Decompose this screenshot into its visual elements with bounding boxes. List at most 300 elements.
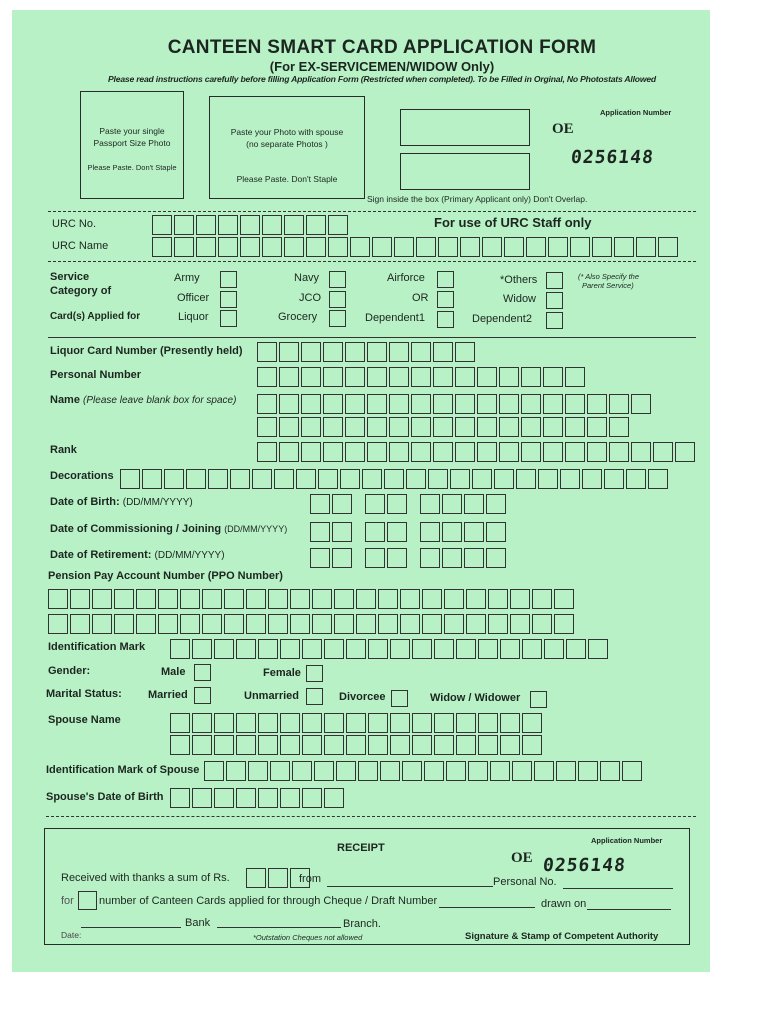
spouse-name-boxes-row-2[interactable] [170, 735, 544, 755]
entry-box[interactable] [544, 639, 564, 659]
entry-box[interactable] [538, 469, 558, 489]
entry-box[interactable] [422, 589, 442, 609]
entry-box[interactable] [522, 735, 542, 755]
entry-box[interactable] [556, 761, 576, 781]
entry-box[interactable] [631, 394, 651, 414]
entry-box[interactable] [257, 442, 277, 462]
entry-box[interactable] [246, 868, 266, 888]
entry-box[interactable] [390, 639, 410, 659]
entry-box[interactable] [196, 215, 216, 235]
entry-box[interactable] [368, 639, 388, 659]
drawn-on-line[interactable] [587, 909, 671, 910]
entry-box[interactable] [478, 639, 498, 659]
entry-box[interactable] [456, 713, 476, 733]
entry-box[interactable] [208, 469, 228, 489]
entry-box[interactable] [378, 589, 398, 609]
entry-box[interactable] [290, 614, 310, 634]
entry-box[interactable] [609, 394, 629, 414]
entry-box[interactable] [170, 639, 190, 659]
entry-box[interactable] [486, 494, 506, 514]
entry-box[interactable] [310, 548, 330, 568]
entry-box[interactable] [336, 761, 356, 781]
entry-box[interactable] [324, 735, 344, 755]
spouse-dob-boxes[interactable] [170, 788, 346, 808]
name-boxes-row-2[interactable] [257, 417, 631, 437]
entry-box[interactable] [158, 589, 178, 609]
entry-box[interactable] [340, 469, 360, 489]
entry-box[interactable] [389, 442, 409, 462]
entry-box[interactable] [543, 417, 563, 437]
entry-box[interactable] [214, 788, 234, 808]
entry-box[interactable] [412, 713, 432, 733]
entry-box[interactable] [368, 735, 388, 755]
personal-number-boxes[interactable] [257, 367, 587, 387]
entry-box[interactable] [631, 442, 651, 462]
entry-box[interactable] [402, 761, 422, 781]
entry-box[interactable] [224, 614, 244, 634]
entry-box[interactable] [609, 442, 629, 462]
entry-box[interactable] [218, 215, 238, 235]
entry-box[interactable] [464, 522, 484, 542]
airforce-checkbox[interactable] [437, 271, 454, 288]
entry-box[interactable] [424, 761, 444, 781]
entry-box[interactable] [411, 394, 431, 414]
entry-box[interactable] [346, 735, 366, 755]
entry-box[interactable] [318, 469, 338, 489]
entry-box[interactable] [566, 639, 586, 659]
entry-box[interactable] [268, 614, 288, 634]
cards-count-box[interactable] [78, 891, 97, 910]
entry-box[interactable] [224, 589, 244, 609]
entry-box[interactable] [434, 735, 454, 755]
entry-box[interactable] [314, 761, 334, 781]
entry-box[interactable] [296, 469, 316, 489]
entry-box[interactable] [280, 788, 300, 808]
entry-box[interactable] [477, 394, 497, 414]
entry-box[interactable] [444, 589, 464, 609]
entry-box[interactable] [367, 442, 387, 462]
entry-box[interactable] [323, 442, 343, 462]
entry-box[interactable] [323, 417, 343, 437]
entry-box[interactable] [284, 237, 304, 257]
entry-box[interactable] [420, 522, 440, 542]
entry-box[interactable] [252, 469, 272, 489]
entry-box[interactable] [433, 367, 453, 387]
entry-box[interactable] [323, 394, 343, 414]
entry-box[interactable] [588, 639, 608, 659]
divorcee-checkbox[interactable] [391, 690, 408, 707]
entry-box[interactable] [442, 548, 462, 568]
entry-box[interactable] [345, 417, 365, 437]
entry-box[interactable] [142, 469, 162, 489]
entry-box[interactable] [565, 394, 585, 414]
entry-box[interactable] [412, 639, 432, 659]
ppo-boxes-row-1[interactable] [48, 589, 576, 609]
entry-box[interactable] [258, 713, 278, 733]
entry-box[interactable] [312, 589, 332, 609]
entry-box[interactable] [522, 713, 542, 733]
doc-month-boxes[interactable] [365, 522, 409, 542]
male-checkbox[interactable] [194, 664, 211, 681]
entry-box[interactable] [180, 589, 200, 609]
entry-box[interactable] [367, 342, 387, 362]
entry-box[interactable] [246, 614, 266, 634]
entry-box[interactable] [262, 237, 282, 257]
entry-box[interactable] [372, 237, 392, 257]
entry-box[interactable] [604, 469, 624, 489]
from-line[interactable] [327, 886, 493, 887]
entry-box[interactable] [367, 394, 387, 414]
dor-month-boxes[interactable] [365, 548, 409, 568]
entry-box[interactable] [565, 417, 585, 437]
entry-box[interactable] [622, 761, 642, 781]
entry-box[interactable] [214, 735, 234, 755]
entry-box[interactable] [486, 548, 506, 568]
entry-box[interactable] [174, 215, 194, 235]
entry-box[interactable] [192, 639, 212, 659]
entry-box[interactable] [257, 342, 277, 362]
entry-box[interactable] [433, 442, 453, 462]
entry-box[interactable] [170, 735, 190, 755]
entry-box[interactable] [394, 237, 414, 257]
entry-box[interactable] [390, 735, 410, 755]
entry-box[interactable] [114, 589, 134, 609]
widow-widower-checkbox[interactable] [530, 691, 547, 708]
entry-box[interactable] [510, 614, 530, 634]
entry-box[interactable] [324, 639, 344, 659]
entry-box[interactable] [378, 614, 398, 634]
entry-box[interactable] [367, 417, 387, 437]
entry-box[interactable] [302, 713, 322, 733]
entry-box[interactable] [648, 469, 668, 489]
entry-box[interactable] [675, 442, 695, 462]
entry-box[interactable] [433, 417, 453, 437]
entry-box[interactable] [334, 614, 354, 634]
entry-box[interactable] [345, 342, 365, 362]
entry-box[interactable] [365, 494, 385, 514]
entry-box[interactable] [477, 367, 497, 387]
entry-box[interactable] [389, 394, 409, 414]
entry-box[interactable] [310, 494, 330, 514]
entry-box[interactable] [310, 522, 330, 542]
entry-box[interactable] [48, 589, 68, 609]
entry-box[interactable] [346, 713, 366, 733]
doc-year-boxes[interactable] [420, 522, 508, 542]
entry-box[interactable] [262, 215, 282, 235]
entry-box[interactable] [653, 442, 673, 462]
entry-box[interactable] [560, 469, 580, 489]
entry-box[interactable] [433, 394, 453, 414]
entry-box[interactable] [438, 237, 458, 257]
entry-box[interactable] [236, 639, 256, 659]
entry-box[interactable] [390, 713, 410, 733]
entry-box[interactable] [367, 367, 387, 387]
entry-box[interactable] [466, 589, 486, 609]
entry-box[interactable] [328, 237, 348, 257]
entry-box[interactable] [406, 469, 426, 489]
entry-box[interactable] [301, 442, 321, 462]
entry-box[interactable] [358, 761, 378, 781]
entry-box[interactable] [114, 614, 134, 634]
signature-box-1[interactable] [400, 109, 530, 146]
entry-box[interactable] [488, 614, 508, 634]
dependent1-checkbox[interactable] [437, 311, 454, 328]
entry-box[interactable] [345, 394, 365, 414]
entry-box[interactable] [455, 342, 475, 362]
entry-box[interactable] [486, 522, 506, 542]
entry-box[interactable] [368, 713, 388, 733]
entry-box[interactable] [346, 639, 366, 659]
entry-box[interactable] [587, 394, 607, 414]
entry-box[interactable] [365, 548, 385, 568]
entry-box[interactable] [218, 237, 238, 257]
entry-box[interactable] [500, 639, 520, 659]
branch-line[interactable] [217, 927, 341, 928]
entry-box[interactable] [499, 442, 519, 462]
entry-box[interactable] [658, 237, 678, 257]
dor-day-boxes[interactable] [310, 548, 354, 568]
entry-box[interactable] [464, 494, 484, 514]
entry-box[interactable] [152, 215, 172, 235]
entry-box[interactable] [334, 589, 354, 609]
entry-box[interactable] [387, 522, 407, 542]
entry-box[interactable] [70, 614, 90, 634]
id-mark-boxes[interactable] [170, 639, 610, 659]
entry-box[interactable] [350, 237, 370, 257]
entry-box[interactable] [258, 639, 278, 659]
urc-name-boxes[interactable] [152, 237, 680, 257]
personal-no-line[interactable] [563, 888, 673, 889]
officer-checkbox[interactable] [220, 291, 237, 308]
name-boxes-row-1[interactable] [257, 394, 653, 414]
entry-box[interactable] [582, 469, 602, 489]
entry-box[interactable] [411, 417, 431, 437]
entry-box[interactable] [279, 342, 299, 362]
entry-box[interactable] [488, 589, 508, 609]
spouse-name-boxes-row-1[interactable] [170, 713, 544, 733]
entry-box[interactable] [279, 394, 299, 414]
entry-box[interactable] [290, 589, 310, 609]
entry-box[interactable] [587, 442, 607, 462]
dependent2-checkbox[interactable] [546, 312, 563, 329]
entry-box[interactable] [258, 735, 278, 755]
entry-box[interactable] [554, 614, 574, 634]
entry-box[interactable] [214, 639, 234, 659]
entry-box[interactable] [164, 469, 184, 489]
entry-box[interactable] [434, 639, 454, 659]
entry-box[interactable] [236, 788, 256, 808]
entry-box[interactable] [510, 589, 530, 609]
entry-box[interactable] [204, 761, 224, 781]
entry-box[interactable] [332, 494, 352, 514]
entry-box[interactable] [460, 237, 480, 257]
entry-box[interactable] [301, 394, 321, 414]
entry-box[interactable] [466, 614, 486, 634]
entry-box[interactable] [434, 713, 454, 733]
entry-box[interactable] [587, 417, 607, 437]
entry-box[interactable] [279, 367, 299, 387]
entry-box[interactable] [345, 367, 365, 387]
entry-box[interactable] [636, 237, 656, 257]
entry-box[interactable] [92, 614, 112, 634]
entry-box[interactable] [384, 469, 404, 489]
entry-box[interactable] [324, 713, 344, 733]
entry-box[interactable] [152, 237, 172, 257]
entry-box[interactable] [280, 735, 300, 755]
entry-box[interactable] [268, 589, 288, 609]
entry-box[interactable] [345, 442, 365, 462]
entry-box[interactable] [387, 548, 407, 568]
entry-box[interactable] [411, 342, 431, 362]
entry-box[interactable] [236, 713, 256, 733]
entry-box[interactable] [521, 442, 541, 462]
entry-box[interactable] [592, 237, 612, 257]
entry-box[interactable] [543, 394, 563, 414]
entry-box[interactable] [532, 614, 552, 634]
entry-box[interactable] [246, 589, 266, 609]
unmarried-checkbox[interactable] [306, 688, 323, 705]
entry-box[interactable] [565, 442, 585, 462]
entry-box[interactable] [226, 761, 246, 781]
entry-box[interactable] [600, 761, 620, 781]
navy-checkbox[interactable] [329, 271, 346, 288]
entry-box[interactable] [332, 548, 352, 568]
cheque-line[interactable] [439, 907, 535, 908]
entry-box[interactable] [202, 589, 222, 609]
entry-box[interactable] [268, 868, 288, 888]
widow-checkbox[interactable] [546, 292, 563, 309]
entry-box[interactable] [499, 417, 519, 437]
entry-box[interactable] [455, 394, 475, 414]
dob-day-boxes[interactable] [310, 494, 354, 514]
entry-box[interactable] [522, 639, 542, 659]
entry-box[interactable] [328, 215, 348, 235]
entry-box[interactable] [450, 469, 470, 489]
entry-box[interactable] [270, 761, 290, 781]
entry-box[interactable] [306, 237, 326, 257]
entry-box[interactable] [416, 237, 436, 257]
entry-box[interactable] [478, 713, 498, 733]
entry-box[interactable] [302, 639, 322, 659]
entry-box[interactable] [332, 522, 352, 542]
entry-box[interactable] [570, 237, 590, 257]
dob-month-boxes[interactable] [365, 494, 409, 514]
entry-box[interactable] [455, 367, 475, 387]
entry-box[interactable] [248, 761, 268, 781]
entry-box[interactable] [387, 494, 407, 514]
entry-box[interactable] [521, 394, 541, 414]
entry-box[interactable] [323, 367, 343, 387]
entry-box[interactable] [312, 614, 332, 634]
entry-box[interactable] [578, 761, 598, 781]
entry-box[interactable] [362, 469, 382, 489]
entry-box[interactable] [380, 761, 400, 781]
entry-box[interactable] [500, 713, 520, 733]
entry-box[interactable] [120, 469, 140, 489]
liquor-checkbox[interactable] [220, 310, 237, 327]
entry-box[interactable] [468, 761, 488, 781]
entry-box[interactable] [324, 788, 344, 808]
entry-box[interactable] [365, 522, 385, 542]
entry-box[interactable] [420, 548, 440, 568]
married-checkbox[interactable] [194, 687, 211, 704]
entry-box[interactable] [301, 417, 321, 437]
entry-box[interactable] [202, 614, 222, 634]
army-checkbox[interactable] [220, 271, 237, 288]
entry-box[interactable] [158, 614, 178, 634]
entry-box[interactable] [70, 589, 90, 609]
entry-box[interactable] [174, 237, 194, 257]
entry-box[interactable] [136, 589, 156, 609]
rank-boxes[interactable] [257, 442, 697, 462]
dor-year-boxes[interactable] [420, 548, 508, 568]
entry-box[interactable] [499, 394, 519, 414]
entry-box[interactable] [543, 367, 563, 387]
entry-box[interactable] [236, 735, 256, 755]
entry-box[interactable] [389, 417, 409, 437]
entry-box[interactable] [192, 735, 212, 755]
entry-box[interactable] [526, 237, 546, 257]
entry-box[interactable] [400, 589, 420, 609]
entry-box[interactable] [292, 761, 312, 781]
entry-box[interactable] [389, 367, 409, 387]
entry-box[interactable] [543, 442, 563, 462]
entry-box[interactable] [472, 469, 492, 489]
entry-box[interactable] [521, 367, 541, 387]
entry-box[interactable] [411, 367, 431, 387]
entry-box[interactable] [240, 215, 260, 235]
single-photo-box[interactable] [80, 91, 184, 199]
entry-box[interactable] [306, 215, 326, 235]
entry-box[interactable] [192, 788, 212, 808]
entry-box[interactable] [477, 417, 497, 437]
entry-box[interactable] [48, 614, 68, 634]
doc-day-boxes[interactable] [310, 522, 354, 542]
entry-box[interactable] [446, 761, 466, 781]
entry-box[interactable] [279, 442, 299, 462]
entry-box[interactable] [257, 367, 277, 387]
entry-box[interactable] [548, 237, 568, 257]
jco-checkbox[interactable] [329, 291, 346, 308]
ppo-boxes-row-2[interactable] [48, 614, 576, 634]
entry-box[interactable] [301, 342, 321, 362]
entry-box[interactable] [356, 614, 376, 634]
entry-box[interactable] [302, 788, 322, 808]
entry-box[interactable] [389, 342, 409, 362]
entry-box[interactable] [214, 713, 234, 733]
or-checkbox[interactable] [437, 291, 454, 308]
entry-box[interactable] [136, 614, 156, 634]
entry-box[interactable] [444, 614, 464, 634]
entry-box[interactable] [170, 713, 190, 733]
entry-box[interactable] [356, 589, 376, 609]
entry-box[interactable] [455, 442, 475, 462]
entry-box[interactable] [464, 548, 484, 568]
entry-box[interactable] [609, 417, 629, 437]
entry-box[interactable] [504, 237, 524, 257]
entry-box[interactable] [192, 713, 212, 733]
entry-box[interactable] [478, 735, 498, 755]
entry-box[interactable] [532, 589, 552, 609]
entry-box[interactable] [420, 494, 440, 514]
others-checkbox[interactable] [546, 272, 563, 289]
entry-box[interactable] [280, 713, 300, 733]
entry-box[interactable] [411, 442, 431, 462]
entry-box[interactable] [442, 494, 462, 514]
female-checkbox[interactable] [306, 665, 323, 682]
spouse-id-mark-boxes[interactable] [204, 761, 644, 781]
signature-box-2[interactable] [400, 153, 530, 190]
